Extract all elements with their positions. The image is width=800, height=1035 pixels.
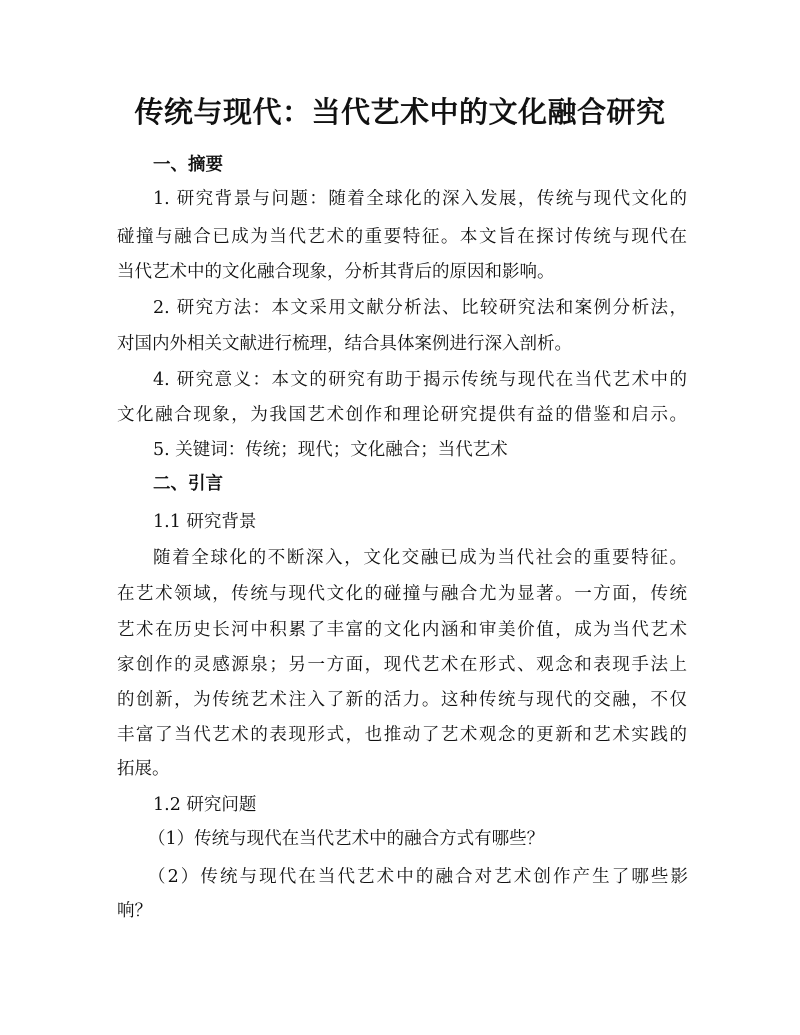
section-heading-introduction: 二、引言	[153, 474, 223, 494]
keywords-line: 5. 关键词：传统；现代；文化融合；当代艺术	[153, 440, 508, 460]
background-line-4: 家创作的灵感源泉；另一方面，现代艺术在形式、观念和表现手法上	[117, 655, 687, 675]
subsection-heading-questions: 1.2 研究问题	[153, 795, 257, 815]
background-line-5: 的创新，为传统艺术注入了新的活力。这种传统与现代的交融，不仅	[117, 690, 687, 710]
background-line-7: 拓展。	[117, 759, 170, 779]
abstract-line-6: 4. 研究意义：本文的研究有助于揭示传统与现代在当代艺术中的	[153, 370, 687, 390]
abstract-line-1: 1. 研究背景与问题：随着全球化的深入发展，传统与现代文化的	[153, 189, 687, 209]
abstract-line-5: 对国内外相关文献进行梳理，结合具体案例进行深入剖析。	[117, 334, 572, 354]
background-line-3: 艺术在历史长河中积累了丰富的文化内涵和审美价值，成为当代艺术	[117, 620, 687, 640]
background-line-1: 随着全球化的不断深入，文化交融已成为当代社会的重要特征。	[153, 548, 687, 568]
subsection-heading-background: 1.1 研究背景	[153, 512, 257, 532]
section-heading-abstract: 一、摘要	[153, 155, 223, 175]
abstract-line-2: 碰撞与融合已成为当代艺术的重要特征。本文旨在探讨传统与现代在	[117, 227, 687, 247]
abstract-line-3: 当代艺术中的文化融合现象，分析其背后的原因和影响。	[117, 262, 555, 282]
background-line-6: 丰富了当代艺术的表现形式，也推动了艺术观念的更新和艺术实践的	[117, 725, 687, 745]
question-2-line-2: 响？	[117, 901, 152, 921]
background-line-2: 在艺术领域，传统与现代文化的碰撞与融合尤为显著。一方面，传统	[117, 584, 687, 604]
document-title: 传统与现代：当代艺术中的文化融合研究	[134, 95, 666, 129]
abstract-line-7: 文化融合现象，为我国艺术创作和理论研究提供有益的借鉴和启示。	[117, 405, 687, 425]
question-1: （1）传统与现代在当代艺术中的融合方式有哪些？	[148, 829, 545, 849]
abstract-line-4: 2. 研究方法：本文采用文献分析法、比较研究法和案例分析法，	[153, 298, 687, 318]
question-2-line-1: （2）传统与现代在当代艺术中的融合对艺术创作产生了哪些影	[148, 867, 688, 887]
